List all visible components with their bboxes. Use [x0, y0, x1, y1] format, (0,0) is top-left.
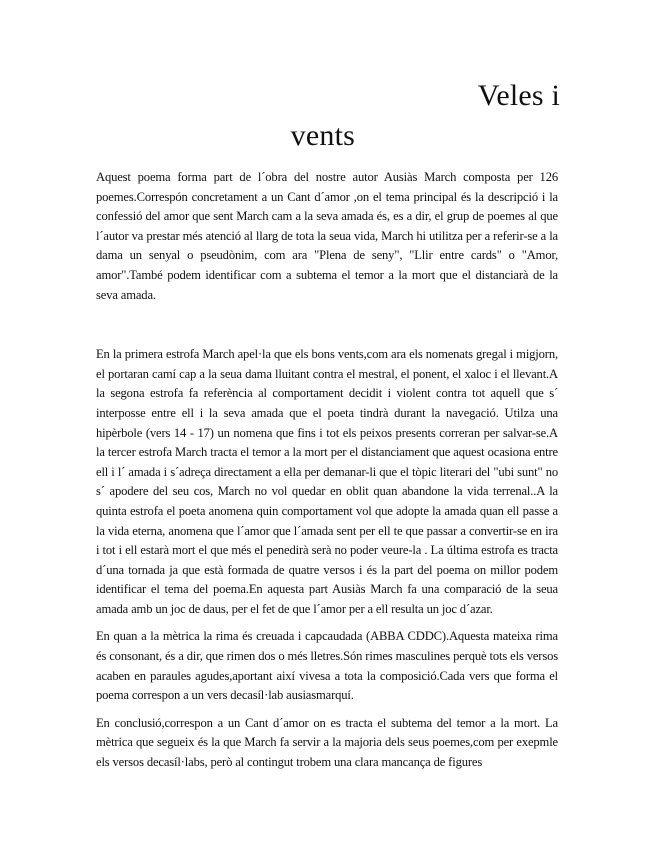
document-body	[96, 168, 558, 773]
paragraph-introduction: Aquest poema forma part de l´obra del nostre autor Ausiàs March composta per 126 poemes.Correspón concretament a un Cant d´amor ,on el tema principal és la descripció i la confessió del amor que sent March cam a la seva amada és, es a dir, el grup de poemes al que l´autor va prestar més atenció al llarg de tota la seua vida, March hi utilitza per a referir-se a la dama un senyal o pseudònim, com ara "Plena de seny", "Llir entre cards" o "Amor, amor".També podem identificar com a subtema el temor a la mort que el distanciarà de la seva amada.	[96, 170, 558, 302]
title-line-1: Veles i	[477, 79, 560, 112]
title-line-2: vents	[290, 119, 355, 152]
document-title	[0, 76, 560, 156]
paragraph-analysis: En la primera estrofa March apel·la que els bons vents,com ara els nomenats gregal i migjorn, el portaran camí cap a la seua dama lluitant contra el mestral, el ponent, el xaloc i el llevant.A la segona estrofa fa referència al comportament decidit i violent contra tot aquell que s´ interposse entre ell i la seva amada que el poeta tindrà durant la navegació. Utilza una hipèrbole (vers 14 - 17) un nomena que fins i tot els peixos presents correran per salvar-se.A la tercer estrofa March tracta el temor a la mort per el distanciament que aquest ocasiona entre ell i l´ amada i s´adreça directament a ella per demanar-li que el tòpic literari del "ubi sunt" no s´ apodere del seu cos, March no vol quedar en oblit quan abandone la vida terrenal..A la quinta estrofa el poeta anomena quin comportament vol que adopte la amada quan ell passe a la vida eterna, anomena que l´amor que l´amada sent per ell te que passar a convertir-se en ira i tot i ell estarà mort el que més el penedirà serà no poder veure-la . La última estrofa es tracta d´una tornada ja que està formada de quatre versos i és la part del poema on millor podem identificar el tema del poema.En aquesta part Ausiàs March fa una comparació de la seua amada amb un joc de daus, per el fet de que l´amor per a ell resulta un joc d´azar.	[96, 347, 558, 616]
paragraph-metrics: En quan a la mètrica la rima és creuada i capcaudada (ABBA CDDC).Aquesta mateixa rima és consonant, és a dir, que rimen dos o més lletres.Són rimes masculines perquè tots els versos acaben en paraules agudes,aportant així vivesa a tota la composició.Cada vers que forma el poema correspon a un vers decasíl·lab ausiasmarquí.	[96, 629, 558, 703]
paragraph-conclusion: En conclusió,correspon a un Cant d´amor on es tracta el subtema del temor a la mort. La mètrica que segueix és la que March fa servir a la majoria dels seus poemes,com per exepmle els versos decasíl·labs, però al contingut trobem una clara mancança de figures	[96, 715, 558, 770]
